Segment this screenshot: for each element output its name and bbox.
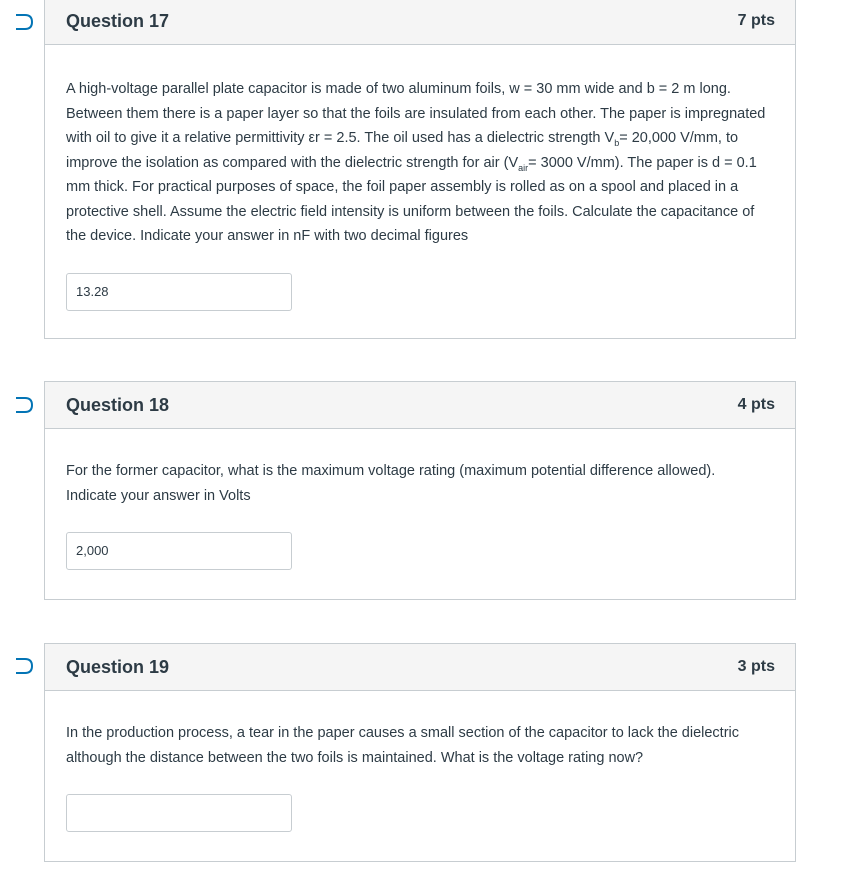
question-body	[45, 45, 795, 341]
question-17	[44, 0, 796, 339]
question-text: In the production process, a tear in the paper causes a small section of the capacitor to lack the dielectric although the distance between the two foils is maintained. What is the voltage rating now?	[66, 725, 740, 766]
question-18	[44, 381, 796, 600]
flag-question-icon[interactable]	[14, 14, 34, 30]
flag-question-icon[interactable]	[14, 397, 34, 413]
question-points: 4 pts	[737, 396, 775, 413]
question-title: Question 19	[66, 657, 170, 677]
question-text: A high-voltage parallel plate capacitor is made of two aluminum foils, w = 30 mm wide and b = 2 m long. Between them there is a paper layer so that the foils are insulated from each other. The paper is impregnated with oil to give it a relative permittivity εr = 2.5. The oil used has a dielectric strength $V_b= 20,000$ V/mm, to improve the isolation as compared with the dielectric strength for air ($V_{air}= 3000$ V/mm). The paper is d = 0.1 mm thick. For practical purposes of space, the foil paper assembly is rolled as on a spool and placed in a protective shell. Assume the electric field intensity is uniform between the foils. Calculate the capacitance of the device. Indicate your answer in nF with two decimal figures	[66, 81, 766, 244]
question-title: Question 18	[66, 395, 170, 415]
question-header	[45, 0, 795, 45]
question-header	[45, 644, 795, 691]
question-19	[44, 643, 796, 862]
question-points: 3 pts	[737, 658, 775, 675]
answer-input[interactable]	[66, 794, 292, 832]
answer-input[interactable]: 13.28	[66, 273, 292, 311]
question-points: 7 pts	[737, 12, 775, 29]
question-header	[45, 382, 795, 429]
question-text: For the former capacitor, what is the maximum voltage rating (maximum potential difference allowed). Indicate your answer in Volts	[66, 463, 716, 504]
question-body	[45, 429, 795, 600]
question-body	[45, 691, 795, 862]
flag-question-icon[interactable]	[14, 658, 34, 674]
answer-input[interactable]: 2,000	[66, 532, 292, 570]
question-title: Question 17	[66, 11, 170, 31]
